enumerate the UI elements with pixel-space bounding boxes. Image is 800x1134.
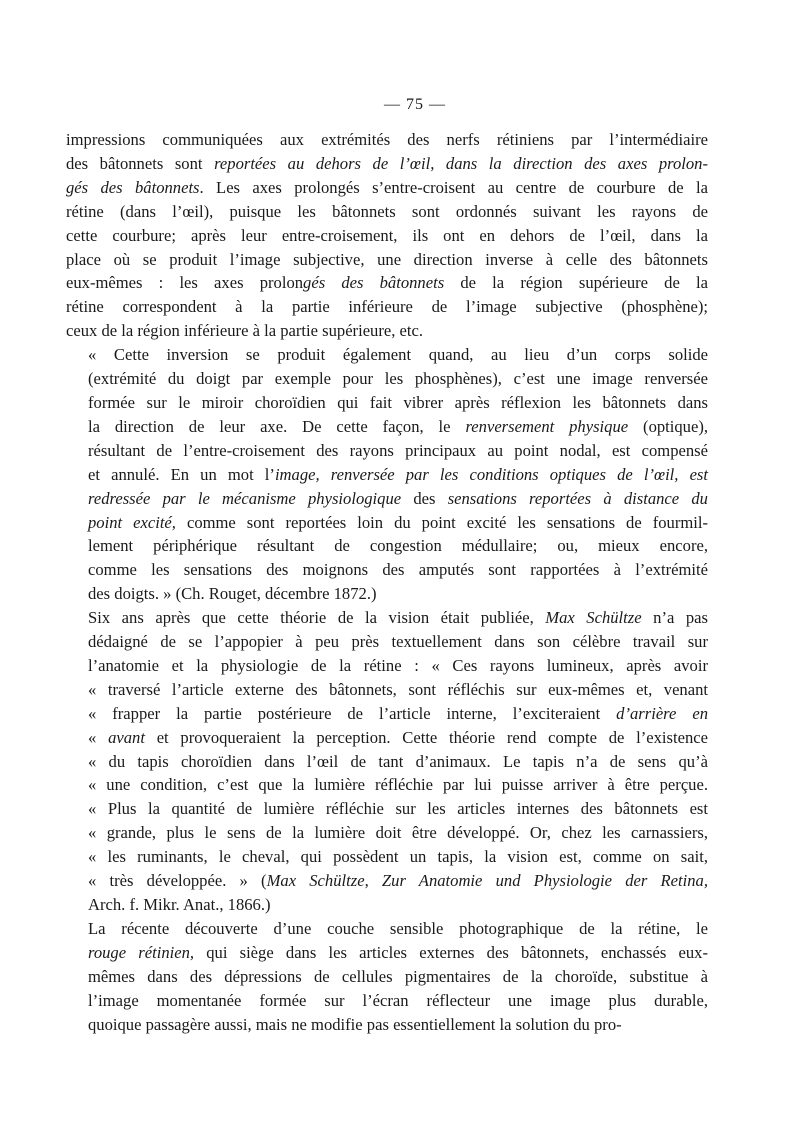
text-line: « grande, plus le sens de la lumière doit être développé. Or, chez les carnassiers,: [88, 823, 708, 843]
text-line: mêmes dans des dépressions de cellules pigmentaires de la choroïde, substitue à: [88, 966, 708, 986]
text-line: cette courbure; après leur entre-croisement, ils ont en dehors de l’œil, dans la: [66, 225, 708, 245]
paragraph-4: [66, 917, 708, 1037]
page-number: — 75 —: [384, 96, 446, 113]
text-line: « frapper la partie postérieure de l’article interne, l’exciteraient d’arrière en: [88, 703, 708, 723]
text-line: quoique passagère aussi, mais ne modifie pas essentiellement la solution du pro-: [88, 1014, 622, 1034]
text-line: redressée par le mécanisme physiologique des sensations reportées à distance du: [88, 488, 708, 508]
paragraph-1: [66, 128, 708, 343]
text-line: ceux de la région inférieure à la partie supérieure, etc.: [66, 321, 424, 341]
text-line: point excité, comme sont reportées loin du point excité les sensations de fourmil-: [88, 512, 709, 532]
paragraph-3: [66, 606, 708, 917]
text-line: dédaigné de se l’appopier à peu près textuellement dans son célèbre travail sur: [88, 632, 708, 652]
text-line: et annulé. En un mot l’image, renversée par les conditions optiques de l’œil, est: [88, 464, 708, 484]
text-line: « traversé l’article externe des bâtonnets, sont réfléchis sur eux-mêmes et, venant: [88, 679, 708, 699]
text-line: « très développée. » (Max Schültze, Zur Anatomie und Physiologie der Retina,: [88, 871, 709, 891]
text-line: « avant et provoqueraient la perception. Cette théorie rend compte de l’existence: [88, 727, 708, 747]
text-line: Six ans après que cette théorie de la vision était publiée, Max Schültze n’a pas: [88, 608, 708, 628]
paragraph-2: [66, 343, 708, 606]
text-line: (extrémité du doigt par exemple pour les phosphènes), c’est une image renversée: [88, 369, 708, 389]
text-line: rétine (dans l’œil), puisque les bâtonnets sont ordonnés suivant les rayons de: [66, 201, 708, 221]
text-line: La récente découverte d’une couche sensible photographique de la rétine, le: [88, 918, 708, 938]
text-line: la direction de leur axe. De cette façon, le renversement physique (optique),: [88, 416, 709, 436]
text-line: eux-mêmes : les axes prolongés des bâtonnets de la région supérieure de la: [66, 273, 708, 293]
text-line: « du tapis choroïdien dans l’œil de tant d’animaux. Le tapis n’a de sens qu’à: [88, 751, 708, 771]
text-line: des bâtonnets sont reportées au dehors de l’œil, dans la direction des axes prolon-: [66, 153, 709, 173]
text-line: place où se produit l’image subjective, une direction inverse à celle des bâtonnets: [66, 249, 708, 269]
text-line: rouge rétinien, qui siège dans les articles externes des bâtonnets, enchassés eux-: [88, 942, 708, 962]
body-text: [66, 128, 708, 1036]
text-line: « Cette inversion se produit également quand, au lieu d’un corps solide: [88, 345, 708, 365]
text-line: « les ruminants, le cheval, qui possèdent un tapis, la vision est, comme on sait,: [88, 847, 708, 867]
text-line: gés des bâtonnets. Les axes prolongés s’entre-croisent au centre de courbure de la: [66, 177, 708, 197]
text-line: l’image momentanée formée sur l’écran réflecteur une image plus durable,: [88, 990, 708, 1010]
text-line: des doigts. » (Ch. Rouget, décembre 1872.): [88, 584, 377, 604]
text-line: « une condition, c’est que la lumière réfléchie par lui puisse arriver à être perçue.: [88, 775, 708, 795]
text-line: résultant de l’entre-croisement des rayons principaux au point nodal, est compensé: [88, 440, 708, 460]
text-line: comme les sensations des moignons des amputés sont rapportées à l’extrémité: [88, 560, 708, 580]
text-line: formée sur le miroir choroïdien qui fait vibrer après réflexion les bâtonnets dans: [88, 392, 708, 412]
text-line: l’anatomie et la physiologie de la rétine : « Ces rayons lumineux, après avoir: [88, 655, 708, 675]
text-line: « Plus la quantité de lumière réfléchie sur les articles internes des bâtonnets est: [88, 799, 708, 819]
text-line: Arch. f. Mikr. Anat., 1866.): [88, 895, 271, 914]
text-line: lement périphérique résultant de congestion médullaire; ou, mieux encore,: [88, 536, 708, 556]
text-line: impressions communiquées aux extrémités des nerfs rétiniens par l’intermédiaire: [66, 130, 708, 149]
text-line: rétine correspondent à la partie inférieure de l’image subjective (phosphène);: [66, 297, 708, 317]
